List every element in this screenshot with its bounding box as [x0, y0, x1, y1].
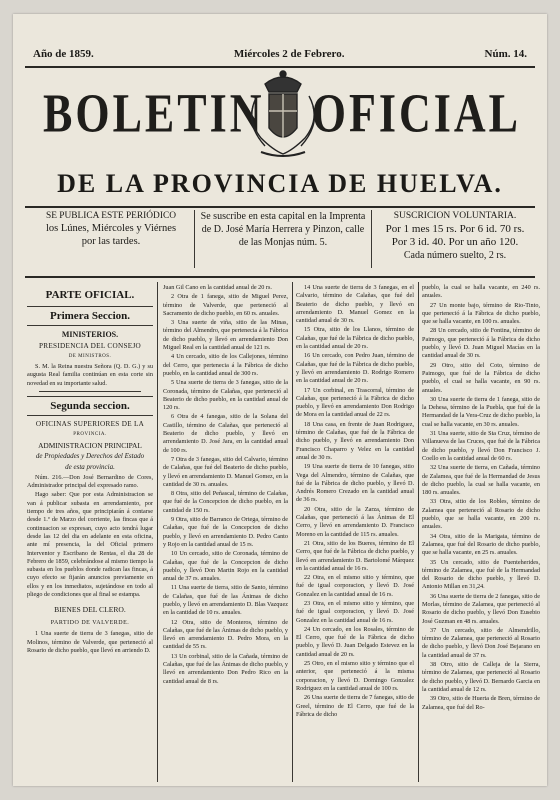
paragraph: 25 Otro, en el mismo sitio y término que el anterior, que perteneció á la misma corporacion, y llevó D. Domingo Gonzalez Rodriguez en la cantidad anual de 100 rs.: [296, 660, 414, 692]
paragraph: Juan Gil Cano en la cantidad anual de 20 rs.: [163, 284, 272, 291]
paragraph: Núm. 216.—Don José Bernardino de Cores, Administrador principal del expresado ramo.: [27, 473, 153, 490]
column-2: [163, 284, 288, 780]
column-divider-1: [157, 282, 158, 782]
provincia-heading: PROVINCIA.: [73, 431, 107, 437]
column-1: [27, 284, 153, 780]
subscribe-line-1: Se suscribe en esta capital en la Imprenta: [200, 211, 366, 222]
schedule-line-2: los Lúnes, Miércoles y Viérnes: [45, 223, 177, 234]
info-divider-1: [194, 210, 195, 268]
paragraph: 14 Una suerte de tierra de 3 fanegas, en el Calvario, término de Calañas, que fué del Beaterio de dicho pueblo, y llevó en arrendamiento D. Manuel Gomez en la cantidad anual de 30 rs.: [296, 284, 414, 325]
year-label: Año de 1859.: [33, 48, 94, 60]
paragraph: 11 Una suerte de tierra, sitio de Santo, término de Calañas, que fué de las Ánimas de dicho pueblo, y llevó en arrendamiento D. Blas Vazquez en la cantidad de 10 rs. anuales.: [163, 584, 288, 617]
ministerios-heading: MINISTERIOS.: [61, 330, 119, 339]
presidencia-heading: PRESIDENCIA DEL CONSEJO: [38, 342, 142, 350]
prices-line-1: Por 1 mes 15 rs. Por 6 id. 70 rs.: [385, 223, 525, 235]
column-divider-2: [292, 282, 293, 782]
paragraph: Hago saber: Que por esta Administracion se van á publicar subasta en arrendamiento, por tiempo de tres años, que principiarán á contarse desde 1.º de Marzo del corriente, las fincas que á continuacion se expresan, cuyo acto tendrá lugar desde las 12 del dia en adelante en esta oficina, ante mí presencia, la del Oficial primero Interventor y Escribano de Rentas, el dia 28 de Febrero de 1859, celebrándose al mismo tiempo la subasta en los pueblos donde radican las fincas, á cuyo efecto se fijarán anuncios previamente en ellos y en los inmediatos, sujetándose en todo al pliego de condiciones que al final se estampa.: [27, 491, 153, 599]
paragraph: 28 Un cercado, sitio de Fontina, término de Paimogo, que perteneció á la Fábrica de dicho pueblo, y llevó D. Juan Miguel Macías en la cantidad anual de 30 rs.: [422, 327, 540, 360]
paragraph: 38 Otro, sitio de Calleja de la Sierra, término de Zalamea, que perteneció al Rosario de dicho pueblo, y llevó D. Bernardo Garcia en la cantidad anual de 12 rs.: [422, 661, 540, 693]
rule-under-title: [25, 206, 535, 208]
paragraph: 33 Otra, sitio de los Robles, término de Zalamea que perteneció al Rosario de dicho pueblo, que se halla vacante, en 200 rs. anuales.: [422, 498, 540, 531]
prices-heading: SUSCRICION VOLUNTARIA.: [393, 211, 517, 221]
primera-seccion-heading: Primera Seccion.: [27, 306, 153, 326]
parte-oficial-heading: PARTE OFICIAL.: [45, 289, 135, 301]
administracion-subheading-1: de Propiedades y Derechos del Estado: [35, 451, 145, 460]
paragraph: 7 Otra de 3 fanegas, sitio del Calvario, término de Calañas, que fué del Beaterio de dicho pueblo, y llevó en arrendamiento D. Manuel Gomez, en la cantidad de 30 rs. anuales.: [163, 455, 288, 488]
schedule-line-1: SE PUBLICA ESTE PERIÓDICO: [46, 211, 176, 221]
schedule-line-3: por las tardes.: [81, 236, 141, 247]
prices-line-2: Por 3 id. 40. Por un año 120.: [391, 236, 519, 248]
paragraph: 2 Otra de 1 fanega, sitio de Miguel Perez, término de Valverde, que perteneció al Sacramento de dicho pueblo, en 60 rs. anuales.: [163, 293, 288, 317]
title-boletin: BOLETIN: [43, 82, 265, 144]
subscription-prices: [375, 210, 535, 270]
bienes-clero-heading: BIENES DEL CLERO.: [54, 605, 126, 615]
partido-heading: PARTIDO DE VALVERDE.: [50, 620, 130, 627]
province-title: DE LA PROVINCIA DE HUELVA.: [57, 169, 503, 198]
issue-number: Núm. 14.: [484, 48, 527, 60]
paragraph: 32 Una suerte de tierra, en Cañada, término de Zalamea, que fué de la Hermandad de Jesus de dicho pueblo, la cual se halla vacante, en 180 rs. anuales.: [422, 464, 540, 497]
administracion-subheading-2: de esta provincia.: [65, 462, 115, 471]
paragraph: 35 Un cercado, sitio de Fuenteherides, término de Zalamea, que fué de la Hermandad del Rosario de dicho pueblo, y llevó D. Antonio Millan en 31,24.: [422, 558, 540, 591]
masthead-dateline: [33, 45, 527, 63]
publication-schedule: [31, 210, 191, 270]
paragraph: 21 Otra, sitio de los Bueres, término de El Cerro, que fué de la Fábrica de dicho pueblo, y llevó en arrendamiento D. Bartolomé Márquez en la cantidad anual de 16 rs.: [296, 539, 414, 572]
paragraph: 37 Un cercado, sitio de Almendrillo, término de Zalamea, que perteneció al Rosario de dicho pueblo, y llevó Don José Bejarano en la cantidad anual de 37 rs.: [422, 626, 540, 659]
column-divider-3: [418, 282, 419, 782]
paragraph: 22 Otra, en el mismo sitio y término, que fué de igual corporacion, y llevó D. José Gonzalez en la cantidad anual de 16 rs.: [296, 574, 414, 598]
paragraph: 9 Otra, sitio de Barranco de Ortega, término de Calañas, que fué de la Concepcion de dicho pueblo, y llevó en arrendamiento D. Pedro Canto y Rojo en la cantidad anual de 15 rs.: [163, 516, 288, 548]
paragraph: 17 Un corbinal, en Trascorral, término de Calañas, que perteneció á la Fábrica de dicho pueblo, y llevó en arrendamiento Don Rodrigo de Mora en la cantidad anual de 22 rs.: [296, 386, 414, 419]
paragraph: 5 Una suerte de tierra de 3 fanegas, sitio de la Coronada, término de Calañas, que perteneció al Beaterio de dicho pueblo, en la cantidad anual de 120 rs.: [163, 379, 288, 412]
de-ministros-heading: DE MINISTROS.: [68, 354, 112, 359]
paragraph: 6 Otra de 4 fanegas, sitio de la Solana del Castillo, término de Calañas, que perteneció al Beaterio de dicho pueblo, y llevó en arrendamiento D. José Jara, en la cantidad anual de 100 rs.: [163, 413, 288, 454]
oficinas-heading: OFICINAS SUPERIORES DE LA: [35, 419, 145, 428]
subscribe-line-3: de las Monjas núm. 5.: [238, 237, 328, 248]
subscribe-line-2: de D. José María Herrera y Pinzon, calle: [201, 224, 365, 235]
paragraph: 34 Otra, sitio de la Marigata, término de Zalamea, que fué del Rosario de dicho pueblo, que se halla vacante, en 25 rs. anuales.: [422, 532, 540, 557]
subscription-place: [198, 210, 368, 270]
paragraph: 3 Una suerte de viña, sitio de las Minas, término del Almendro, que pertenecia á la Fábrica de dicho pueblo, y llevó en arrendamiento Don Miguel Real en la cantidad anual de 121 rs.: [163, 319, 288, 352]
paragraph: 16 Un cercado, con Pedro Juan, término de Calañas, que fué de la Fábrica de dicho pueblo, y llevó en arrendamiento D. Rodrigo Romero en la cantidad anual de 20 rs.: [296, 352, 414, 385]
newspaper-page: [13, 14, 547, 786]
paragraph: 29 Otro, sitio del Coto, término de Paimogo, que fué de la Fábrica de dicho pueblo, el cual se halla vacante, en 90 rs. anuales.: [422, 361, 540, 394]
paragraph: 23 Otra, en el mismo sitio y término, que fué de igual corporacion, y llevó D. José Gonzalez en la cantidad anual de 16 rs.: [296, 599, 414, 624]
paragraph: 8 Otra, sitio del Peñascal, término de Calañas, que fué de la Concepcion de dicho pueblo, en la cantidad de 150 rs.: [163, 490, 288, 514]
paragraph: 1 Una suerte de tierra de 3 fanegas, sitio de Molinos, término de Valverde, que perteneció al Rosario de dicho pueblo, que llevó en arriendo D.: [27, 630, 153, 654]
paragraph: 36 Una suerte de tierra de 2 fanegas, sitio de Morlas, término de Zalamea, que perteneció al Rosario de dicho pueblo, y llevó Don Eusebio José Guzman en 48 rs. anuales.: [422, 592, 540, 625]
administracion-heading: ADMINISTRACION PRINCIPAL: [38, 440, 142, 450]
paragraph: pueblo, la cual se halla vacante, en 240 rs. anuales.: [422, 284, 540, 300]
paragraph: 18 Una casa, en frente de Juan Rodriguez, término de Calañas, que fué de la Fábrica de dicho pueblo, y llevó en arrendamiento Don Francisco Chaparro y Velez en la cantidad anual de 30 rs.: [296, 420, 414, 461]
paragraph: 15 Otra, sitio de los Llanos, término de Calañas, que fué de la Fábrica de dicho pueblo, en la cantidad anual de 20 rs.: [296, 326, 414, 351]
separator: [39, 391, 141, 392]
paragraph: 31 Una suerte, sitio de Sta Cruz, término de Villanueva de las Cruces, que fué de la Fábrica de dicho pueblo, y llevó Don Francisco J. Coello en la cantidad anual de 60 rs.: [422, 430, 540, 462]
rule-under-info: [25, 276, 535, 278]
column-3: [296, 284, 414, 780]
paragraph: 10 Un cercado, sitio de Coronada, término de Calañas, que fué de la Concepcion de dicho pueblo, y llevó Don Martin Rojo en la cantidad anual de 37 rs. anuales.: [163, 550, 288, 583]
paragraph: 27 Un monte bajo, término de Rio-Tinto, que perteneció á la Fábrica de dicho pueblo, que se halla vacante, en 100 rs. anuales.: [422, 301, 540, 326]
paragraph: 30 Una suerte de tierra de 1 fanega, sitio de la Dehesa, término de la Puebla, que fué de la Hermandad de la Vera-Cruz de dicho pueblo, la cual se halla vacante, en 30 rs. anuales.: [422, 395, 540, 428]
paragraph: 24 Un cercado, en los Rosales, término de El Cerro, que fué de la Fábrica de dicho pueblo, y llevó D. Juan Delgado Estevez en la cantidad anual de 20 rs.: [296, 625, 414, 658]
paragraph: 13 Un corbinal, sitio de la Cañada, término de Calañas, que fué de las Ánimas de dicho pueblo, y llevó en arrendamiento Don Pedro Rico en la cantidad anual de 8 rs.: [163, 652, 288, 685]
date-label: Miércoles 2 de Febrero.: [233, 48, 345, 60]
paragraph: 20 Otra, sitio de la Zarza, término de Calañas, que perteneció á las Ánimas de El Cerro, y llevó en arrendamiento D. Francisco Moreno en la cantidad de 115 rs. anuales.: [296, 505, 414, 538]
paragraph: 26 Una suerte de tierra de 7 fanegas, sitio de Greel, término de El Cerro, que fué de la Fábrica de dicho: [296, 694, 414, 718]
title-oficial: OFICIAL: [311, 82, 521, 144]
column-4: [422, 284, 540, 780]
paragraph: 19 Una suerte de tierra de 10 fanegas, sitio Vega del Almendro, término de Calañas, que fué de la Fábrica de dicho pueblo, y llevó D. Andrés Romero Crezado en la cantidad anual de 36 rs.: [296, 463, 414, 504]
paragraph: 4 Un cercado, sitio de los Callejones, término del Cerro, que pertenecia á la Fábrica de dicho pueblo, en la cantidad anual de 300 rs.: [163, 353, 288, 377]
info-divider-2: [371, 210, 372, 268]
segunda-seccion-heading: Segunda seccion.: [27, 396, 153, 416]
prices-line-3: Cada número suelto, 2 rs.: [403, 250, 507, 261]
paragraph: S. M. la Reina nuestra Señora (Q. D. G.) y su augusta Real familia continúan en esta corte sin novedad en su importante salud.: [27, 363, 153, 387]
paragraph: 39 Otro, sitio de Huerta de Bren, término de Zalamea, que fué del Ro-: [422, 695, 540, 711]
paragraph: 12 Otra, sitio de Monteros, término de Calañas, que fué de las Ánimas de dicho pueblo, y llevó en arrendamiento D. Pedro Mora, en la cantidad de 55 rs.: [163, 618, 288, 651]
